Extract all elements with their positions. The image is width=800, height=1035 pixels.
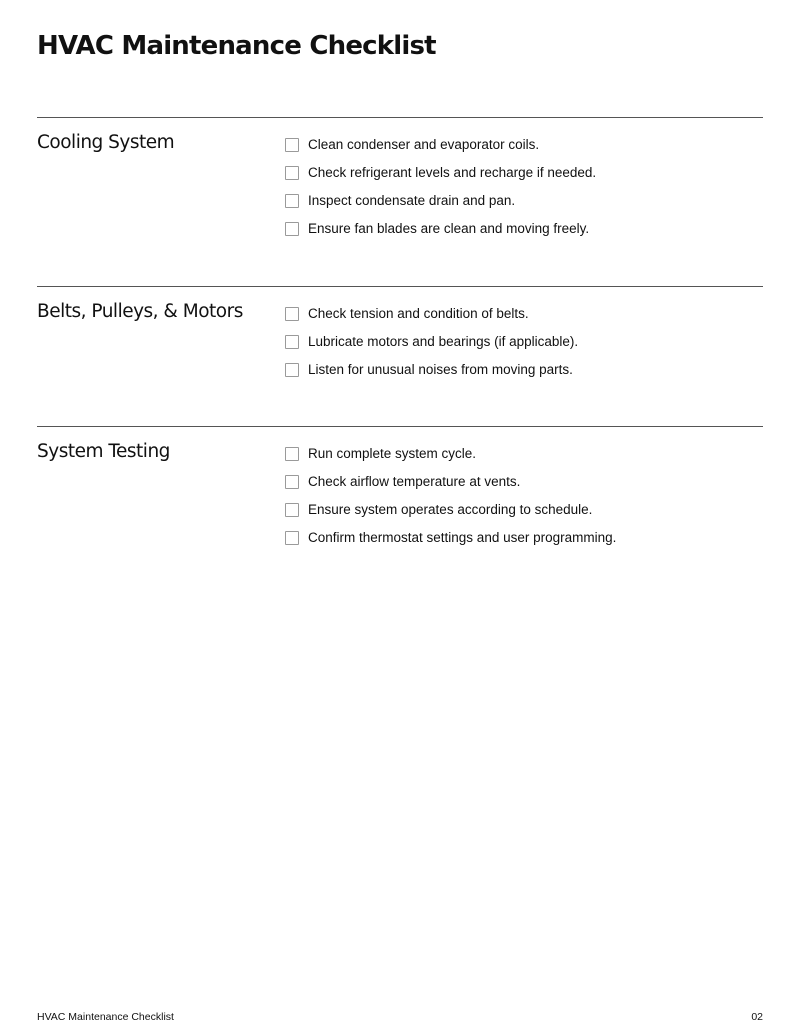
- checkbox[interactable]: [285, 307, 299, 321]
- checkbox[interactable]: [285, 194, 299, 208]
- checklist-item-label: Clean condenser and evaporator coils.: [308, 137, 540, 152]
- section-heading: Belts, Pulleys, & Motors: [37, 301, 243, 322]
- checkbox[interactable]: [285, 503, 299, 517]
- checklist-item: [285, 159, 596, 187]
- checklist: [285, 131, 596, 243]
- checkbox[interactable]: [285, 335, 299, 349]
- checklist-item: [285, 131, 596, 159]
- section-cooling-system: [37, 117, 763, 236]
- checklist-item-label: Lubricate motors and bearings (if applicable).: [308, 334, 579, 349]
- checkbox[interactable]: [285, 138, 299, 152]
- section-system-testing: [37, 426, 763, 545]
- checkbox[interactable]: [285, 166, 299, 180]
- checkbox[interactable]: [285, 222, 299, 236]
- checklist-item-label: Ensure system operates according to schedule.: [308, 502, 593, 517]
- checkbox[interactable]: [285, 531, 299, 545]
- section-heading: System Testing: [37, 441, 170, 462]
- footer-title: HVAC Maintenance Checklist: [37, 1011, 174, 1023]
- checklist-item: [285, 524, 616, 552]
- checklist-item-label: Ensure fan blades are clean and moving freely.: [308, 221, 590, 236]
- checklist-item: [285, 468, 616, 496]
- section-belts-pulleys-motors: [37, 286, 763, 377]
- checklist-item: [285, 440, 616, 468]
- checklist-item-label: Check refrigerant levels and recharge if needed.: [308, 165, 597, 180]
- checkbox[interactable]: [285, 363, 299, 377]
- page-title: HVAC Maintenance Checklist: [37, 31, 436, 61]
- page-number: 02: [751, 1011, 763, 1023]
- section-heading: Cooling System: [37, 132, 175, 153]
- checklist-item: [285, 215, 596, 243]
- checklist-item-label: Check tension and condition of belts.: [308, 306, 529, 321]
- checklist-item: [285, 496, 616, 524]
- checklist-item-label: Confirm thermostat settings and user programming.: [308, 530, 617, 545]
- checklist-item-label: Run complete system cycle.: [308, 446, 477, 461]
- checklist-item: [285, 356, 578, 384]
- checkbox[interactable]: [285, 475, 299, 489]
- checklist-item-label: Check airflow temperature at vents.: [308, 474, 521, 489]
- checklist-item: [285, 300, 578, 328]
- checklist: [285, 300, 578, 384]
- checklist-item: [285, 328, 578, 356]
- checklist: [285, 440, 616, 552]
- checklist-item: [285, 187, 596, 215]
- checklist-item-label: Listen for unusual noises from moving parts.: [308, 362, 573, 377]
- checkbox[interactable]: [285, 447, 299, 461]
- checklist-item-label: Inspect condensate drain and pan.: [308, 193, 516, 208]
